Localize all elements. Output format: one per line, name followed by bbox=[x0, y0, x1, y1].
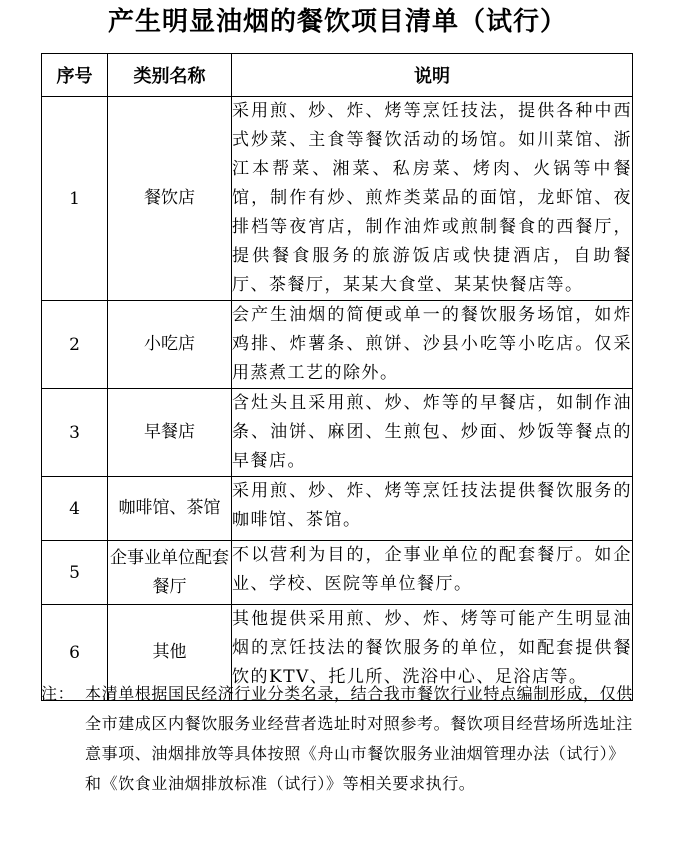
footnote bbox=[41, 679, 637, 799]
row-description: 采用煎、炒、炸、烤等烹饪技法提供餐饮服务的咖啡馆、茶馆。 bbox=[232, 477, 633, 541]
table-row bbox=[42, 541, 633, 605]
document-title: 产生明显油烟的餐饮项目清单（试行） bbox=[107, 7, 567, 37]
footnote-label: 注： bbox=[41, 684, 75, 703]
table-row bbox=[42, 477, 633, 541]
header-category-name: 类别名称 bbox=[108, 54, 232, 97]
table-row bbox=[42, 97, 633, 301]
row-description: 含灶头且采用煎、炒、炸等的早餐店，如制作油条、油饼、麻团、生煎包、炒面、炒饭等餐点的早餐店。 bbox=[232, 389, 633, 477]
table-row bbox=[42, 389, 633, 477]
row-description: 其他提供采用煎、炒、炸、烤等可能产生明显油烟的烹饪技法的餐饮服务的单位，如配套提供餐饮的KTV、托儿所、洗浴中心、足浴店等。 bbox=[232, 605, 633, 701]
header-description: 说明 bbox=[232, 54, 633, 97]
table-header-row bbox=[42, 54, 633, 97]
row-category: 其他 bbox=[108, 605, 232, 701]
row-category: 餐饮店 bbox=[108, 97, 232, 301]
row-number: 1 bbox=[42, 97, 108, 301]
table-row bbox=[42, 301, 633, 389]
row-description: 采用煎、炒、炸、烤等烹饪技法，提供各种中西式炒菜、主食等餐饮活动的场馆。如川菜馆、浙江本帮菜、湘菜、私房菜、烤肉、火锅等中餐馆，制作有炒、煎炸类菜品的面馆，龙虾馆、夜排档等夜宵店，制作油炸或煎制餐食的西餐厅，提供餐食服务的旅游饭店或快捷酒店，自助餐厅、茶餐厅，某某大食堂、某某快餐店等。 bbox=[232, 97, 633, 301]
footnote-text: 本清单根据国民经济行业分类名录，结合我市餐饮行业特点编制形成，仅供全市建成区内餐饮服务业经营者选址时对照参考。餐饮项目经营场所选址注意事项、油烟排放等具体按照《舟山市餐饮服务业油烟管理办法（试行）》和《饮食业油烟排放标准（试行）》等相关要求执行。 bbox=[85, 684, 633, 793]
row-description: 会产生油烟的简便或单一的餐饮服务场馆，如炸鸡排、炸薯条、煎饼、沙县小吃等小吃店。仅采用蒸煮工艺的除外。 bbox=[232, 301, 633, 389]
row-number: 3 bbox=[42, 389, 108, 477]
row-number: 4 bbox=[42, 477, 108, 541]
row-number: 6 bbox=[42, 605, 108, 701]
catering-list-table bbox=[41, 53, 633, 701]
row-description: 不以营利为目的，企事业单位的配套餐厅。如企业、学校、医院等单位餐厅。 bbox=[232, 541, 633, 605]
row-number: 5 bbox=[42, 541, 108, 605]
row-category: 小吃店 bbox=[108, 301, 232, 389]
row-category: 企事业单位配套餐厅 bbox=[108, 541, 232, 605]
row-number: 2 bbox=[42, 301, 108, 389]
header-serial-number: 序号 bbox=[42, 54, 108, 97]
row-category: 咖啡馆、茶馆 bbox=[108, 477, 232, 541]
row-category: 早餐店 bbox=[108, 389, 232, 477]
